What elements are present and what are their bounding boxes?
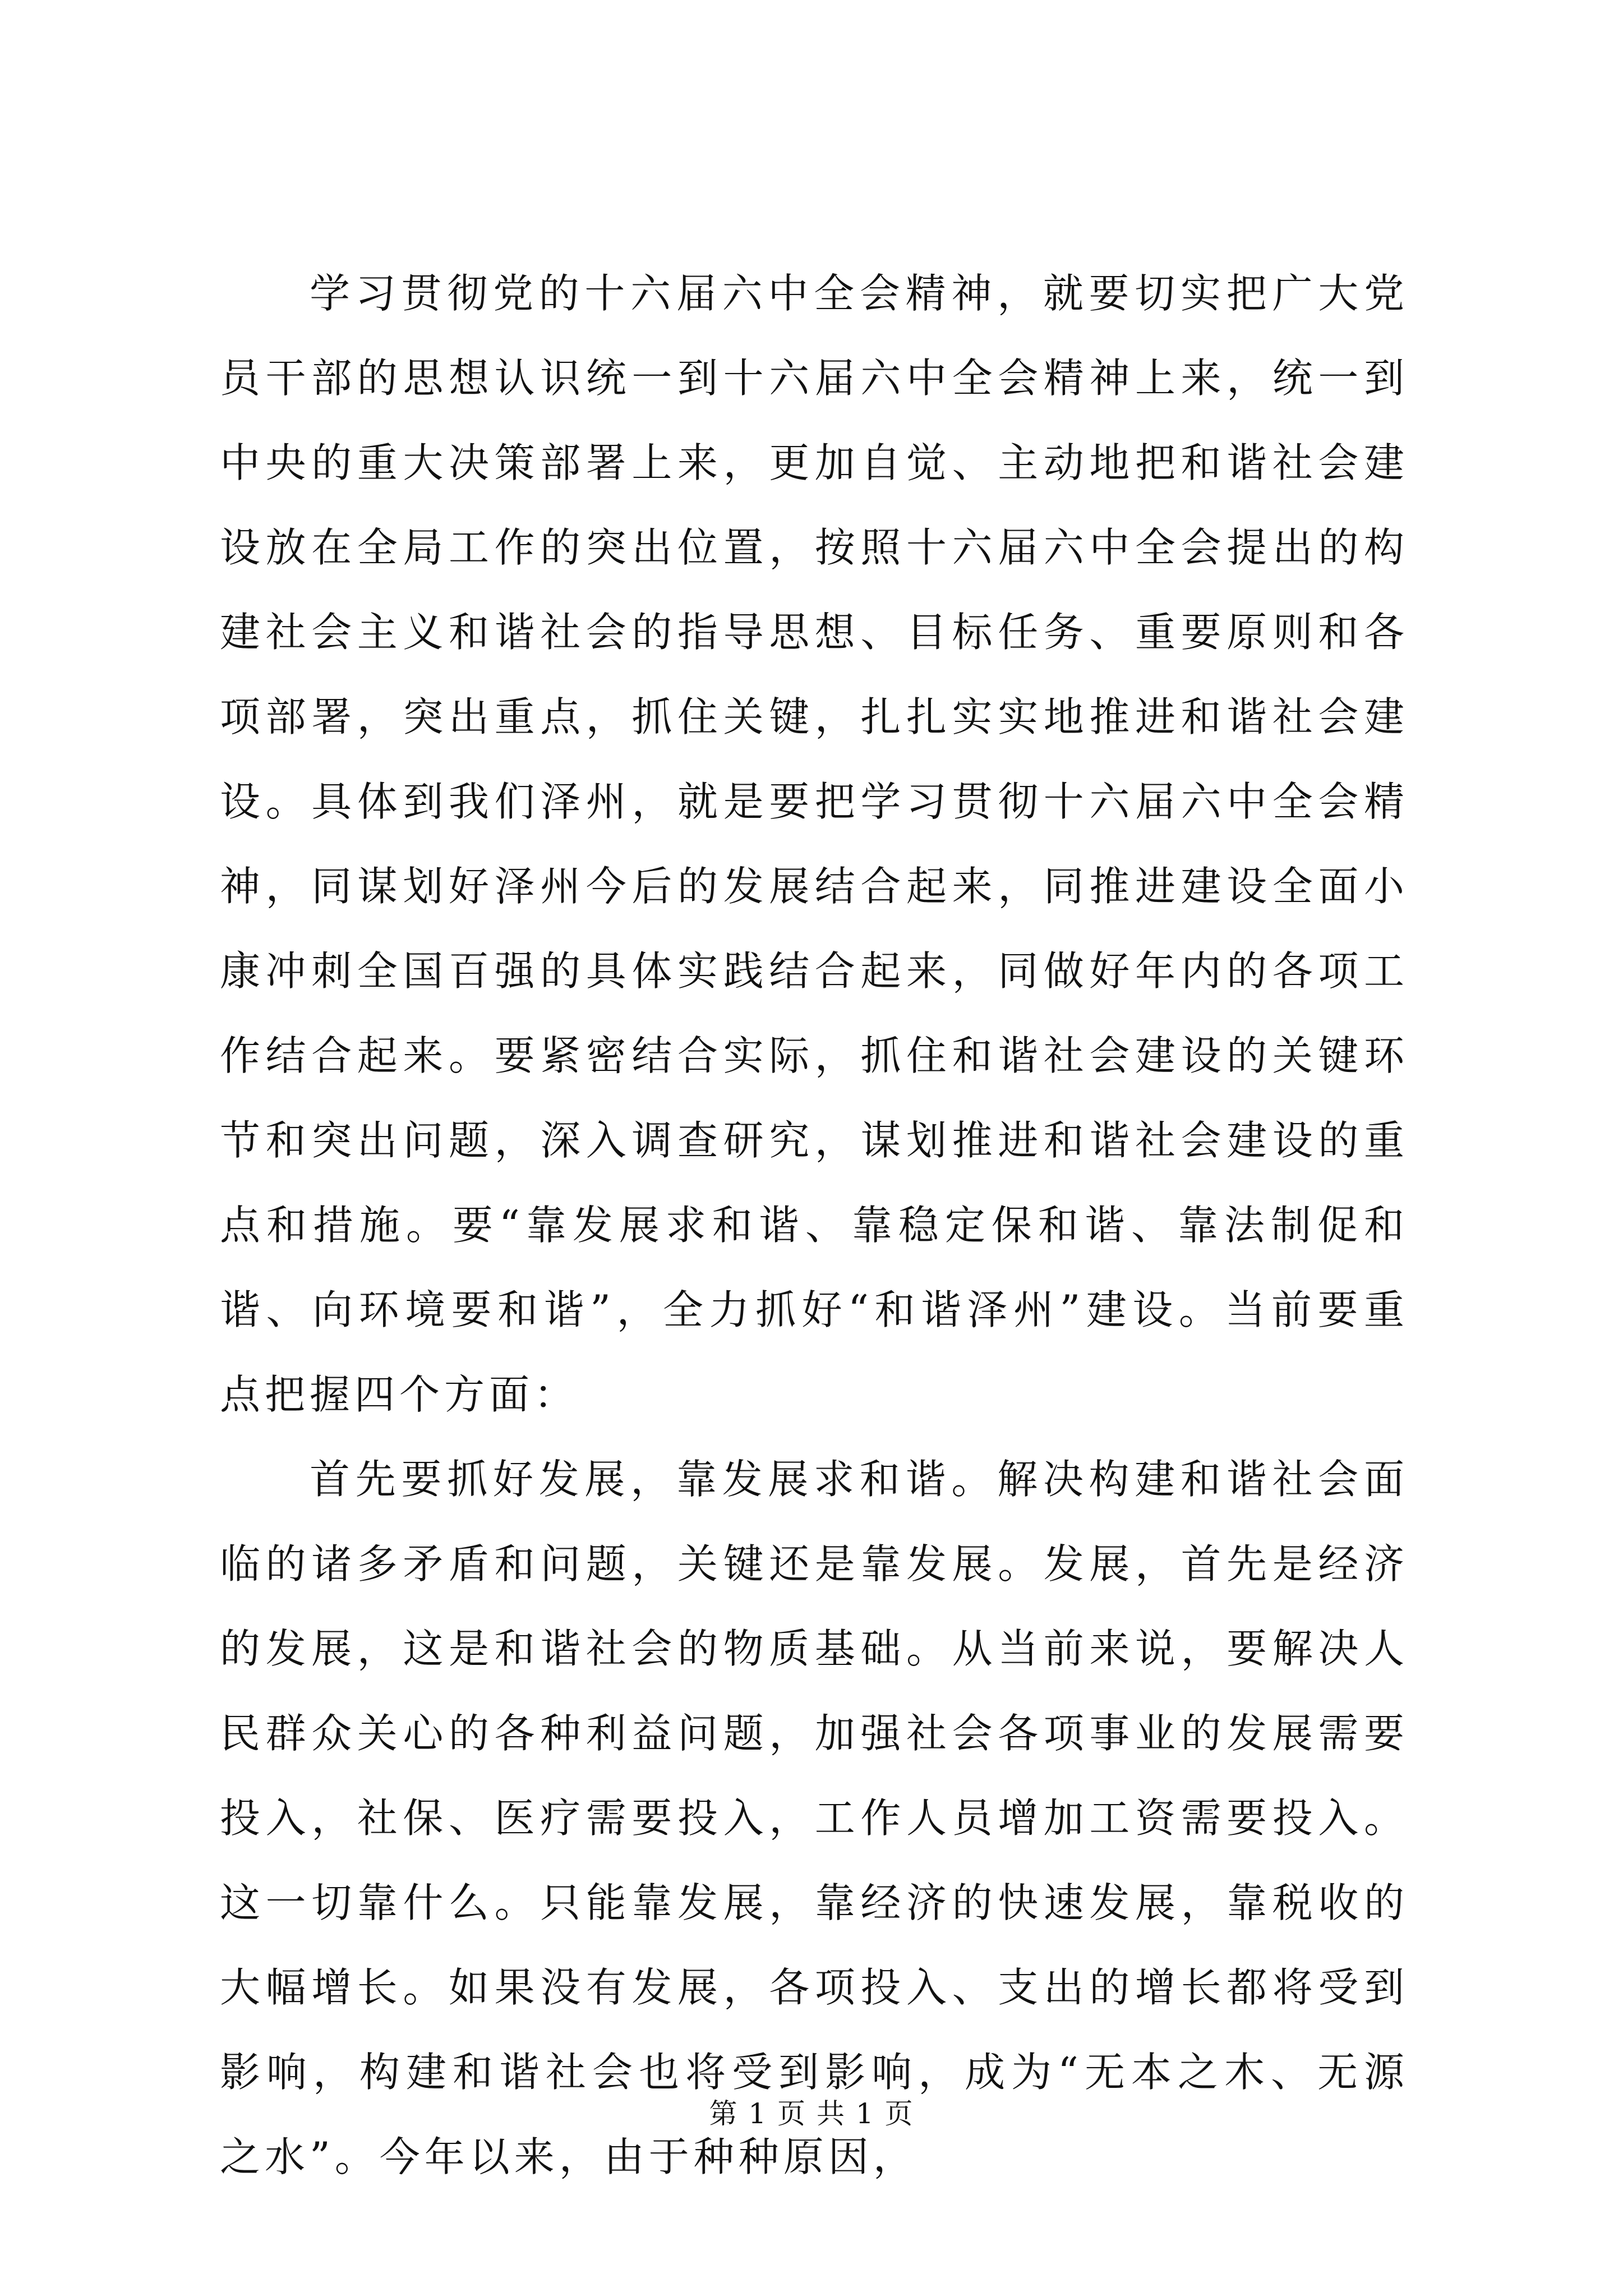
document-body <box>220 251 1409 2200</box>
paragraph-1: 学习贯彻党的十六届六中全会精神，就要切实把广大党员干部的思想认识统一到十六届六中全会精神上来，统一到中央的重大决策部署上来，更加自觉、主动地把和谐社会建设放在全局工作的突出位置，按照十六届六中全会提出的构建社会主义和谐社会的指导思想、目标任务、重要原则和各项部署，突出重点，抓住关键，扎扎实实地推进和谐社会建设。具体到我们泽州，就是要把学习贯彻十六届六中全会精神，同谋划好泽州今后的发展结合起来，同推进建设全面小康冲刺全国百强的具体实践结合起来，同做好年内的各项工作结合起来。要紧密结合实际，抓住和谐社会建设的关键环节和突出问题，深入调查研究，谋划推进和谐社会建设的重点和措施。要“靠发展求和谐、靠稳定保和谐、靠法制促和谐、向环境要和谐”，全力抓好“和谐泽州”建设。当前要重点把握四个方面： <box>220 270 1409 1418</box>
paragraph-2: 首先要抓好发展，靠发展求和谐。解决构建和谐社会面临的诸多矛盾和问题，关键还是靠发展。发展，首先是经济的发展，这是和谐社会的物质基础。从当前来说，要解决人民群众关心的各种利益问题，加强社会各项事业的发展需要投入，社保、医疗需要投入，工作人员增加工资需要投入。这一切靠什么。只能靠发展，靠经济的快速发展，靠税收的大幅增长。如果没有发展，各项投入、支出的增长都将受到影响，构建和谐社会也将受到影响，成为“无本之木、无源之水”。今年以来，由于种种原因， <box>220 1456 1409 2180</box>
page-footer: 第 1 页 共 1 页 <box>709 2097 914 2130</box>
